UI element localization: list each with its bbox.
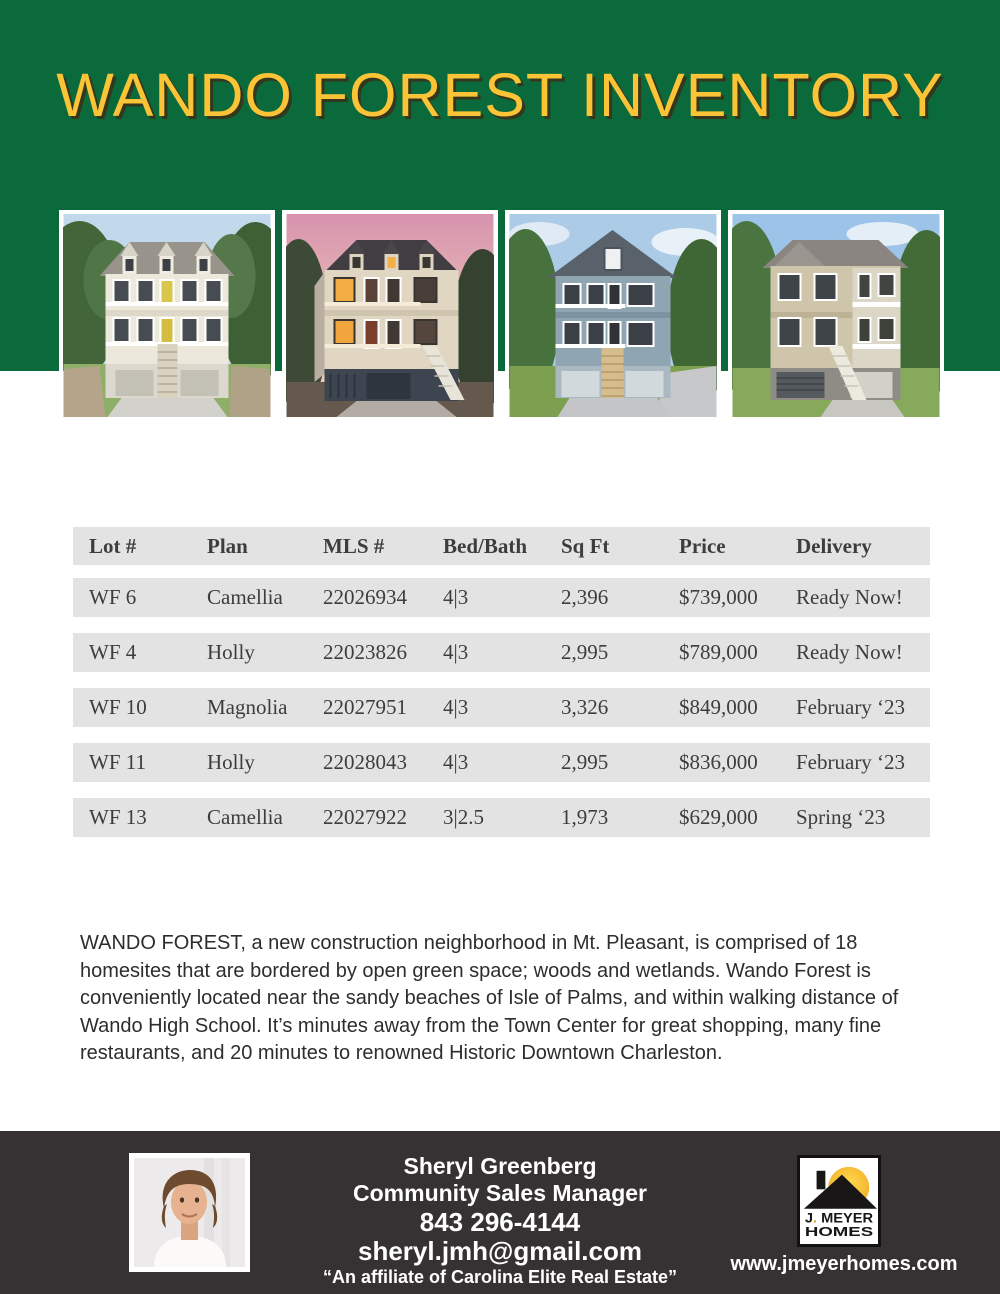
table-row (73, 578, 930, 617)
table-header-row (73, 527, 930, 565)
cell-sqft: 1,973 (561, 805, 609, 829)
cell-sqft: 2,396 (561, 585, 609, 609)
cell-lot: WF 13 (89, 805, 147, 829)
table-row (73, 688, 930, 727)
description-paragraph: WANDO FOREST, a new construction neighborhood in Mt. Pleasant, is comprised of 18 homesites that are bordered by open green space; woods and wetlands. Wando Forest is conveniently located near the sandy beaches of Isle of Palms, and within walking distance of Wando High School. It’s minutes away from the Town Center for great shopping, many fine restaurants, and 20 minutes to renowned Historic Downtown Charleston. (80, 932, 899, 1064)
logo-text-line1: J. MEYER (804, 1210, 870, 1226)
cell-mls: 22028043 (323, 750, 407, 774)
cell-lot: WF 6 (89, 585, 137, 609)
agent-name: Sheryl Greenberg (403, 1153, 597, 1179)
builder-logo (797, 1155, 881, 1247)
cell-delivery: Ready Now! (796, 585, 903, 609)
website-url[interactable]: www.jmeyerhomes.com (730, 1253, 958, 1275)
cell-lot: WF 4 (89, 640, 137, 664)
agent-email[interactable]: sheryl.jmh@gmail.com (358, 1236, 642, 1266)
house-photo-4 (728, 210, 944, 421)
cell-price: $789,000 (679, 640, 758, 664)
cell-sqft: 2,995 (561, 750, 609, 774)
cell-plan: Magnolia (207, 695, 288, 719)
agent-portrait-illustration (134, 1158, 245, 1267)
page-title: WANDO FOREST INVENTORY (56, 61, 944, 129)
column-header-price: Price (679, 533, 726, 558)
agent-contact-block (280, 1153, 720, 1288)
column-header-lot: Lot # (89, 533, 137, 558)
house-photo-1-illustration (63, 214, 271, 417)
table-row (73, 743, 930, 782)
cell-sqft: 3,326 (561, 695, 609, 719)
column-header-delivery: Delivery (796, 533, 872, 558)
cell-bedbath: 4|3 (443, 750, 469, 774)
agent-phone: 843 296-4144 (419, 1207, 581, 1237)
cell-price: $629,000 (679, 805, 758, 829)
footer-bar (0, 1131, 1000, 1294)
builder-logo-illustration (800, 1158, 878, 1244)
agent-photo (129, 1153, 250, 1272)
cell-bedbath: 4|3 (443, 640, 469, 664)
cell-bedbath: 3|2.5 (443, 805, 484, 829)
column-header-plan: Plan (207, 533, 248, 558)
cell-bedbath: 4|3 (443, 695, 469, 719)
cell-price: $836,000 (679, 750, 758, 774)
agent-title: Community Sales Manager (353, 1180, 647, 1206)
column-header-mls: MLS # (323, 533, 385, 558)
cell-mls: 22023826 (323, 640, 407, 664)
cell-price: $849,000 (679, 695, 758, 719)
cell-lot: WF 10 (89, 695, 147, 719)
cell-plan: Camellia (207, 585, 283, 609)
cell-plan: Camellia (207, 805, 283, 829)
cell-delivery: Spring ‘23 (796, 805, 886, 829)
cell-mls: 22027922 (323, 805, 407, 829)
house-photo-3 (505, 210, 721, 421)
logo-chimney-icon (817, 1171, 826, 1190)
cell-bedbath: 4|3 (443, 585, 469, 609)
cell-delivery: Ready Now! (796, 640, 903, 664)
cell-sqft: 2,995 (561, 640, 609, 664)
house-photo-1 (59, 210, 275, 421)
cell-delivery: February ‘23 (796, 750, 906, 774)
cell-plan: Holly (207, 640, 255, 664)
cell-plan: Holly (207, 750, 255, 774)
cell-price: $739,000 (679, 585, 758, 609)
house-photo-2-illustration (286, 214, 494, 417)
cell-delivery: February ‘23 (796, 695, 906, 719)
house-photo-3-illustration (509, 214, 717, 417)
photo-strip (59, 210, 944, 421)
logo-text-line2: HOMES (804, 1225, 874, 1240)
table-row (73, 633, 930, 672)
cell-mls: 22026934 (323, 585, 407, 609)
cell-lot: WF 11 (89, 750, 146, 774)
column-header-sqft: Sq Ft (561, 533, 610, 558)
cell-mls: 22027951 (323, 695, 407, 719)
table-row (73, 798, 930, 837)
house-photo-2 (282, 210, 498, 421)
agent-affiliation: “An affiliate of Carolina Elite Real Estate” (322, 1267, 678, 1287)
house-photo-4-illustration (732, 214, 940, 417)
column-header-bedbath: Bed/Bath (443, 533, 528, 558)
inventory-table (73, 527, 930, 853)
